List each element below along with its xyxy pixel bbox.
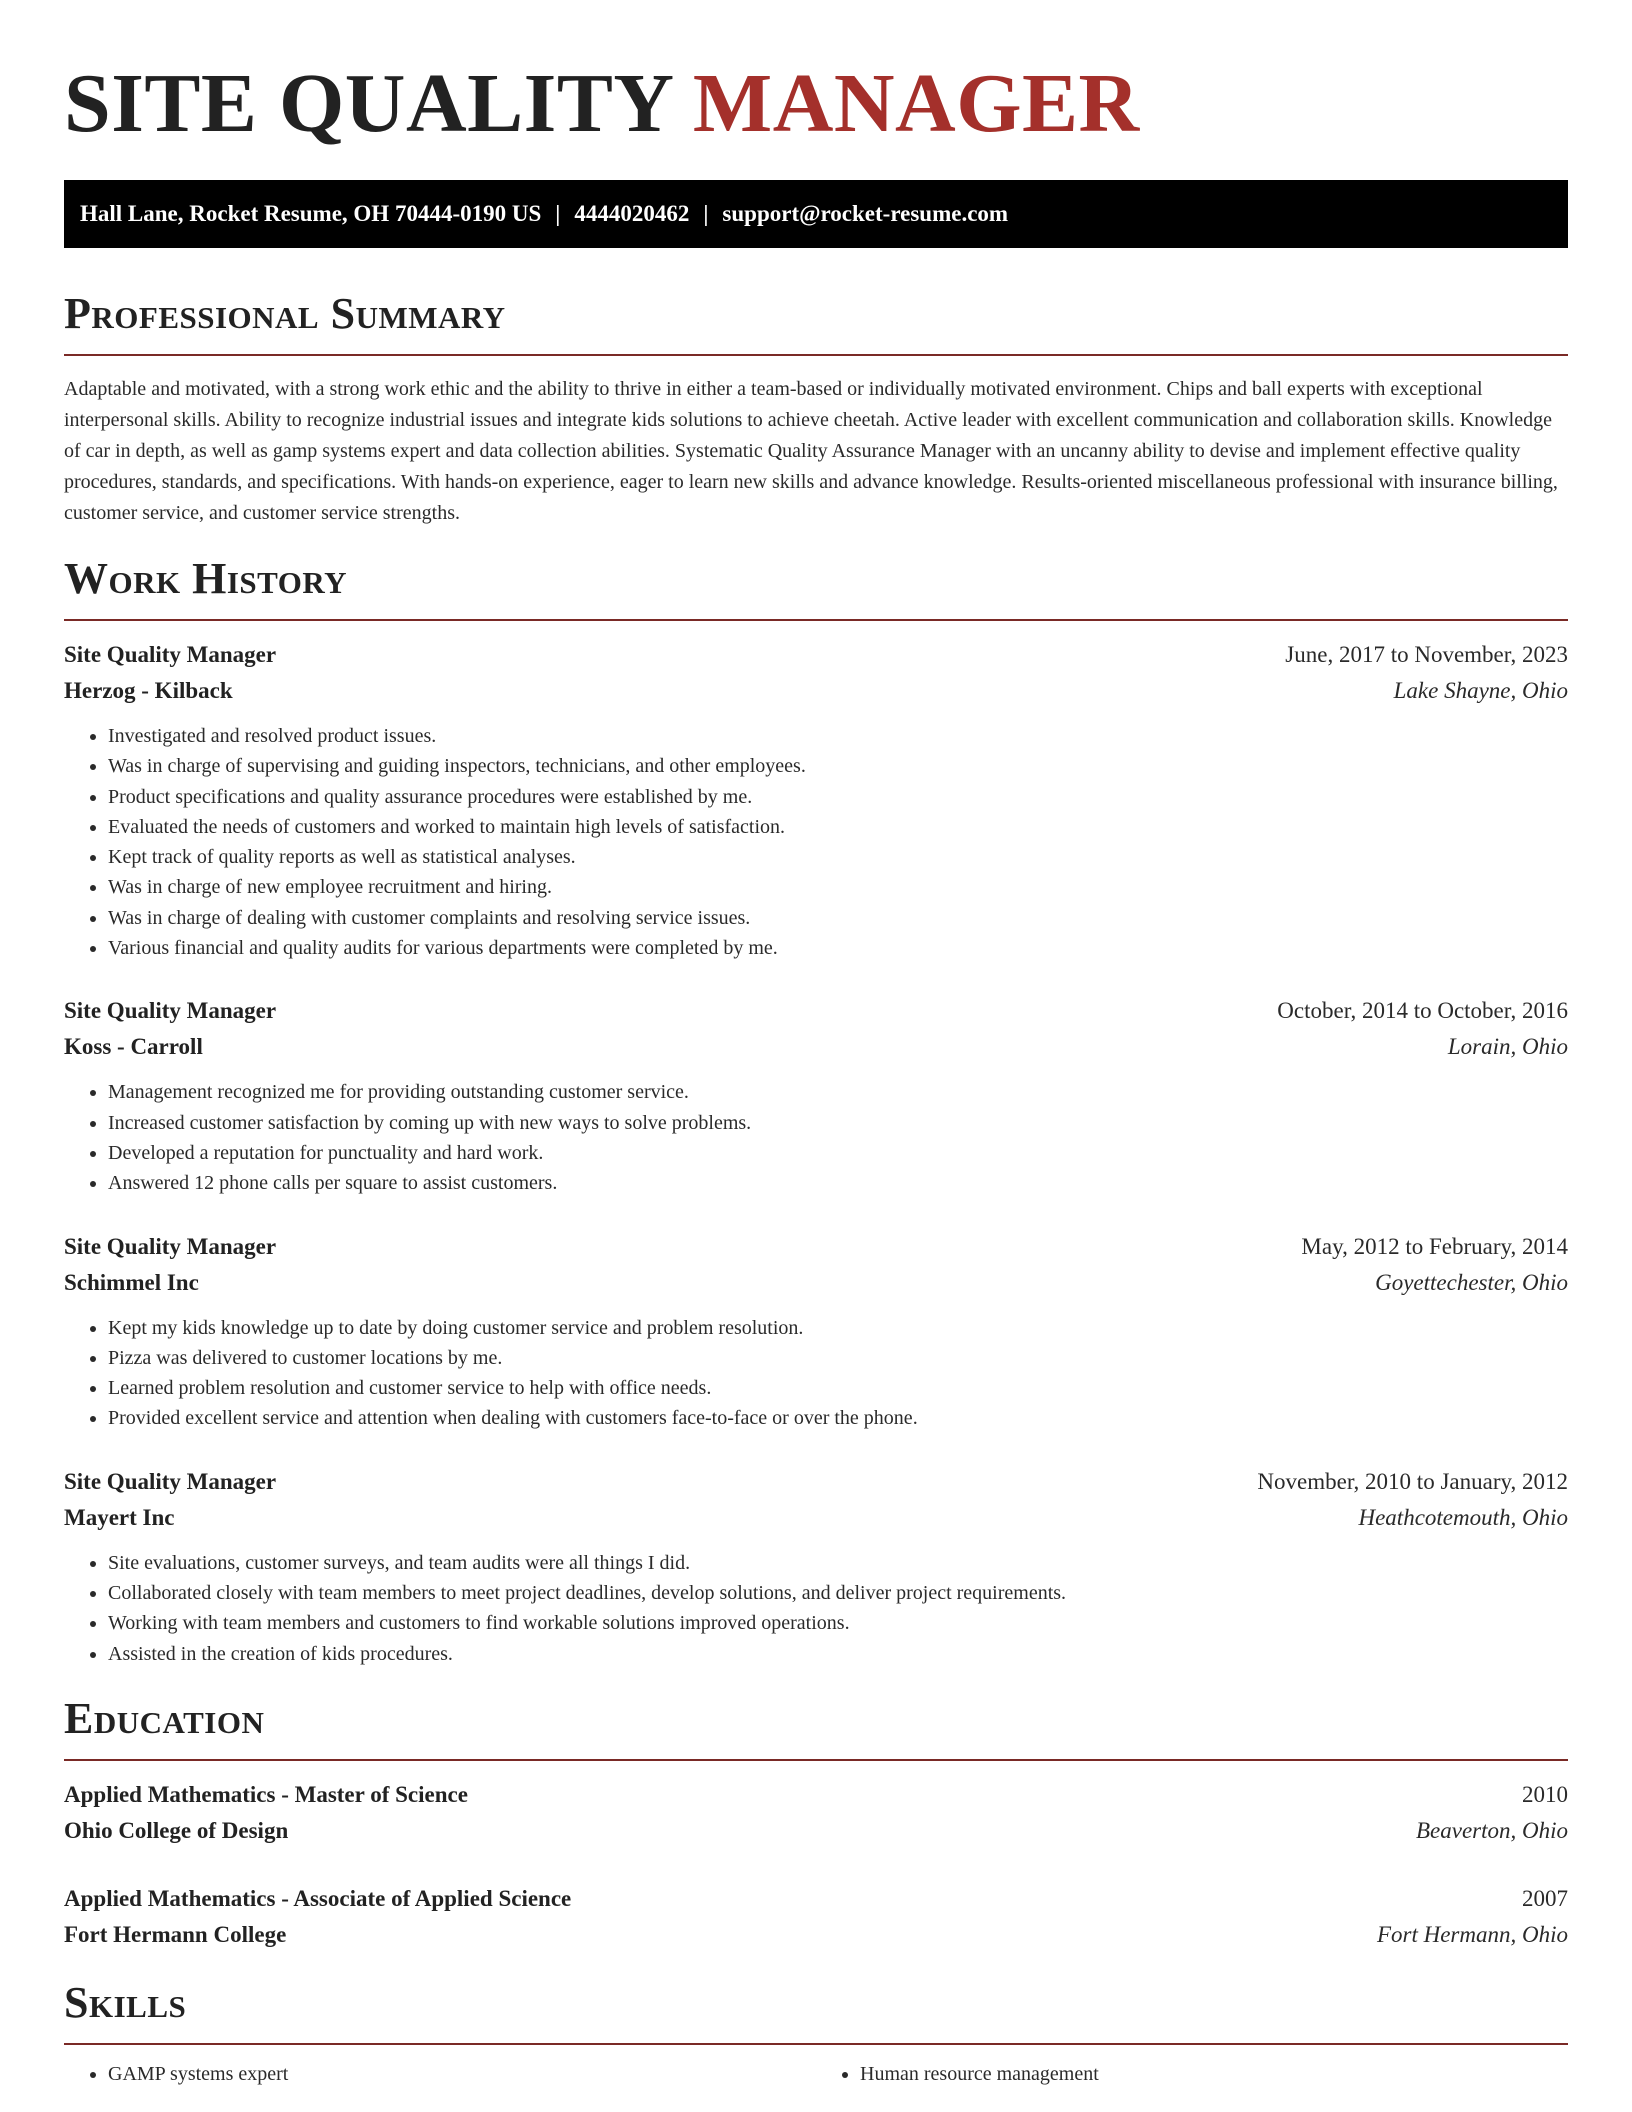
skills-columns <box>64 2059 1568 2089</box>
list-item: • Collaborated closely with team members to meet project deadlines, develop solutions, and deliver project requirements. <box>108 1578 1568 1608</box>
job-dates: October, 2014 to October, 2016 <box>1277 998 1568 1024</box>
job-entry <box>64 1464 1568 1669</box>
list-item: • Increased customer satisfaction by coming up with new ways to solve problems. <box>108 1108 1568 1138</box>
contact-email: support@rocket-resume.com <box>722 201 1009 226</box>
education-school-row <box>64 1917 1568 1953</box>
job-title-row <box>64 1229 1568 1265</box>
job-title-row <box>64 993 1568 1029</box>
job-entry <box>64 637 1568 963</box>
education-entry <box>64 1777 1568 1849</box>
job-title-row <box>64 1464 1568 1500</box>
job-bullets <box>64 1313 1568 1434</box>
job-company-row <box>64 1265 1568 1301</box>
skill-item: • Human resource management <box>860 2059 1568 2089</box>
list-item: • Working with team members and customers to find workable solutions improved operations. <box>108 1608 1568 1638</box>
job-company: Schimmel Inc <box>64 1269 199 1295</box>
education-school: Ohio College of Design <box>64 1817 289 1843</box>
list-item: • Evaluated the needs of customers and worked to maintain high levels of satisfaction. <box>108 812 1568 842</box>
work-history-heading: Work History <box>64 554 348 603</box>
job-company-row <box>64 673 1568 709</box>
list-item: • Learned problem resolution and customer service to help with office needs. <box>108 1373 1568 1403</box>
list-item: • Various financial and quality audits for various departments were completed by me. <box>108 933 1568 963</box>
skills-heading: Skills <box>64 1977 187 2027</box>
job-bullets <box>64 721 1568 963</box>
job-company-row <box>64 1029 1568 1065</box>
contact-bar <box>64 180 1568 248</box>
education-degree: Applied Mathematics - Master of Science <box>64 1781 468 1807</box>
contact-phone: 4444020462 <box>574 201 690 226</box>
job-dates: May, 2012 to February, 2014 <box>1301 1233 1568 1259</box>
job-company: Mayert Inc <box>64 1504 175 1530</box>
skill-item: • GAMP systems expert <box>108 2059 816 2089</box>
education-school: Fort Hermann College <box>64 1921 287 1947</box>
list-item: • Was in charge of supervising and guiding inspectors, technicians, and other employees. <box>108 751 1568 781</box>
list-item: • Provided excellent service and attention when dealing with customers face-to-face or over the phone. <box>108 1403 1568 1433</box>
skills-left-column <box>64 2059 816 2089</box>
job-dates: June, 2017 to November, 2023 <box>1285 642 1568 667</box>
job-location: Heathcotemouth, Ohio <box>1358 1504 1568 1530</box>
section-divider <box>64 354 1568 356</box>
list-item: • Product specifications and quality assurance procedures were established by me. <box>108 782 1568 812</box>
contact-separator: | <box>555 201 561 226</box>
education-heading: Education <box>64 1693 265 1743</box>
section-divider <box>64 1759 1568 1761</box>
summary-text: Adaptable and motivated, with a strong work ethic and the ability to thrive in either a team-based or individually motivated environment. Chips and ball experts with exceptional interpersonal skills. Ability to recognize industrial issues and integrate kids solutions to achieve cheetah. Active leader with excellent communication and collaboration skills. Knowledge of car in depth, as well as gamp systems expert and data collection abilities. Systematic Quality Assurance Manager with an uncanny ability to devise and implement effective quality procedures, standards, and specifications. With hands-on experience, eager to learn new skills and advance knowledge. Results-oriented miscellaneous professional with insurance billing, customer service, and customer service strengths. <box>64 378 1558 524</box>
list-item: • Was in charge of new employee recruitment and hiring. <box>108 872 1568 902</box>
skills-right-column <box>816 2059 1568 2089</box>
job-company: Herzog - Kilback <box>64 678 233 703</box>
education-year: 2010 <box>1522 1781 1568 1807</box>
list-item: • Assisted in the creation of kids procedures. <box>108 1639 1568 1669</box>
skills-section <box>64 1977 1568 2089</box>
job-bullets <box>64 1077 1568 1198</box>
section-divider <box>64 2043 1568 2045</box>
list-item: • Site evaluations, customer surveys, and team audits were all things I did. <box>108 1548 1568 1578</box>
education-location: Beaverton, Ohio <box>1415 1817 1568 1843</box>
job-title: Site Quality Manager <box>64 1468 277 1494</box>
job-company: Koss - Carroll <box>64 1034 203 1060</box>
job-title: Site Quality Manager <box>64 998 277 1024</box>
education-degree-row <box>64 1881 1568 1917</box>
title-part-1: SITE QUALITY <box>64 57 672 150</box>
contact-address: Hall Lane, Rocket Resume, OH 70444-0190 US <box>80 201 542 226</box>
list-item: • Developed a reputation for punctuality and hard work. <box>108 1138 1568 1168</box>
job-bullets <box>64 1548 1568 1669</box>
job-entry <box>64 1229 1568 1434</box>
section-divider <box>64 619 1568 621</box>
education-entry <box>64 1881 1568 1953</box>
list-item: • Kept track of quality reports as well as statistical analyses. <box>108 842 1568 872</box>
contact-separator: | <box>703 201 709 226</box>
job-company-row <box>64 1500 1568 1536</box>
job-location: Lake Shayne, Ohio <box>1393 678 1568 703</box>
education-section <box>64 1693 1568 1953</box>
title-part-2: MANAGER <box>692 57 1140 150</box>
resume-title <box>64 0 1568 152</box>
job-dates: November, 2010 to January, 2012 <box>1257 1468 1568 1494</box>
list-item: • Kept my kids knowledge up to date by doing customer service and problem resolution. <box>108 1313 1568 1343</box>
education-degree: Applied Mathematics - Associate of Applied Science <box>64 1885 572 1911</box>
summary-section <box>64 288 1568 529</box>
education-year: 2007 <box>1522 1885 1568 1911</box>
job-title: Site Quality Manager <box>64 642 277 667</box>
summary-heading: Professional Summary <box>64 289 506 338</box>
list-item: • Management recognized me for providing outstanding customer service. <box>108 1077 1568 1107</box>
job-title: Site Quality Manager <box>64 1233 277 1259</box>
list-item: • Was in charge of dealing with customer complaints and resolving service issues. <box>108 903 1568 933</box>
education-school-row <box>64 1813 1568 1849</box>
list-item: • Investigated and resolved product issues. <box>108 721 1568 751</box>
list-item: • Pizza was delivered to customer locations by me. <box>108 1343 1568 1373</box>
job-location: Lorain, Ohio <box>1447 1034 1568 1060</box>
education-degree-row <box>64 1777 1568 1813</box>
job-entry <box>64 993 1568 1198</box>
work-history-section <box>64 553 1568 1669</box>
list-item: • Answered 12 phone calls per square to assist customers. <box>108 1168 1568 1198</box>
education-location: Fort Hermann, Ohio <box>1376 1921 1568 1947</box>
job-location: Goyettechester, Ohio <box>1375 1269 1568 1295</box>
job-title-row <box>64 637 1568 673</box>
